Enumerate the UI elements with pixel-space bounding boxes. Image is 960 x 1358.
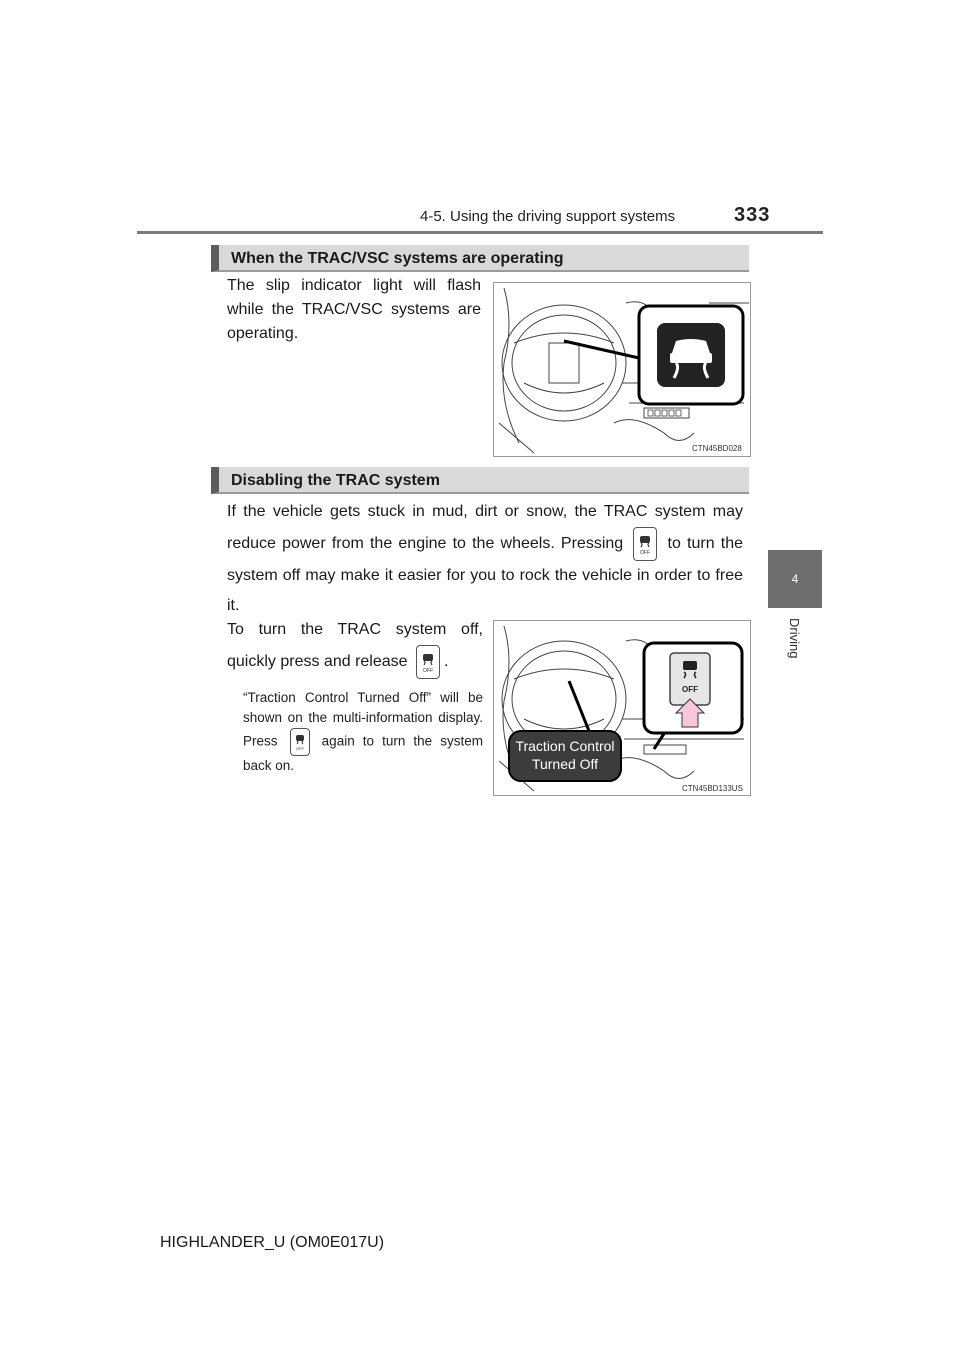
- vsc-off-button-icon: [416, 645, 440, 679]
- section-heading-trac-vsc-operating: [211, 245, 749, 272]
- vsc-off-button-icon: [290, 728, 310, 756]
- chapter-label: Driving: [787, 618, 802, 659]
- chapter-number: 4: [791, 572, 799, 586]
- section-heading-disabling-trac: [211, 467, 749, 494]
- figure-trac-off: [493, 620, 751, 796]
- section2-paragraph1: If the vehicle gets stuck in mud, dirt or snow, the TRAC system may reduce power from the engine to the wheels. Pressing OFF to turn the system off may make it easier for you to rock the vehicle in order to free it.: [227, 503, 744, 614]
- svg-text:OFF: OFF: [423, 668, 433, 674]
- svg-text:OFF: OFF: [682, 685, 698, 694]
- manual-id: HIGHLANDER_U (OM0E017U): [160, 1234, 385, 1251]
- vsc-off-button-icon: [633, 527, 657, 561]
- header-section-title: 4-5. Using the driving support systems: [420, 208, 676, 225]
- svg-text:OFF: OFF: [295, 746, 304, 751]
- svg-text:OFF: OFF: [640, 550, 651, 556]
- header-rule: [137, 231, 823, 234]
- figure-code: CTN45BD133US: [682, 784, 743, 793]
- section2-note: “Traction Control Turned Off” will be shown on the multi-information display. Press OFF again to turn the system back on.: [243, 690, 483, 773]
- chapter-label-wrap: [760, 618, 830, 678]
- section2-paragraph2: To turn the TRAC system off, quickly press and release OFF .: [227, 615, 483, 679]
- section-heading-text: When the TRAC/VSC systems are operating: [231, 250, 564, 267]
- section-heading-text: Disabling the TRAC system: [231, 472, 440, 489]
- dashboard-illustration: [494, 621, 750, 795]
- callout-line2: Turned Off: [531, 756, 599, 772]
- figure-code: CTN45BD028: [692, 444, 742, 453]
- figure-slip-indicator: [493, 282, 751, 457]
- callout-line1: Traction Control: [515, 738, 615, 754]
- slip-indicator-icon: [657, 323, 725, 387]
- page-number: 333: [734, 204, 771, 226]
- dashboard-illustration: [494, 283, 750, 456]
- section1-paragraph: The slip indicator light will flash while the TRAC/VSC systems are operating.: [227, 277, 481, 342]
- vsc-off-button-icon: [670, 653, 710, 705]
